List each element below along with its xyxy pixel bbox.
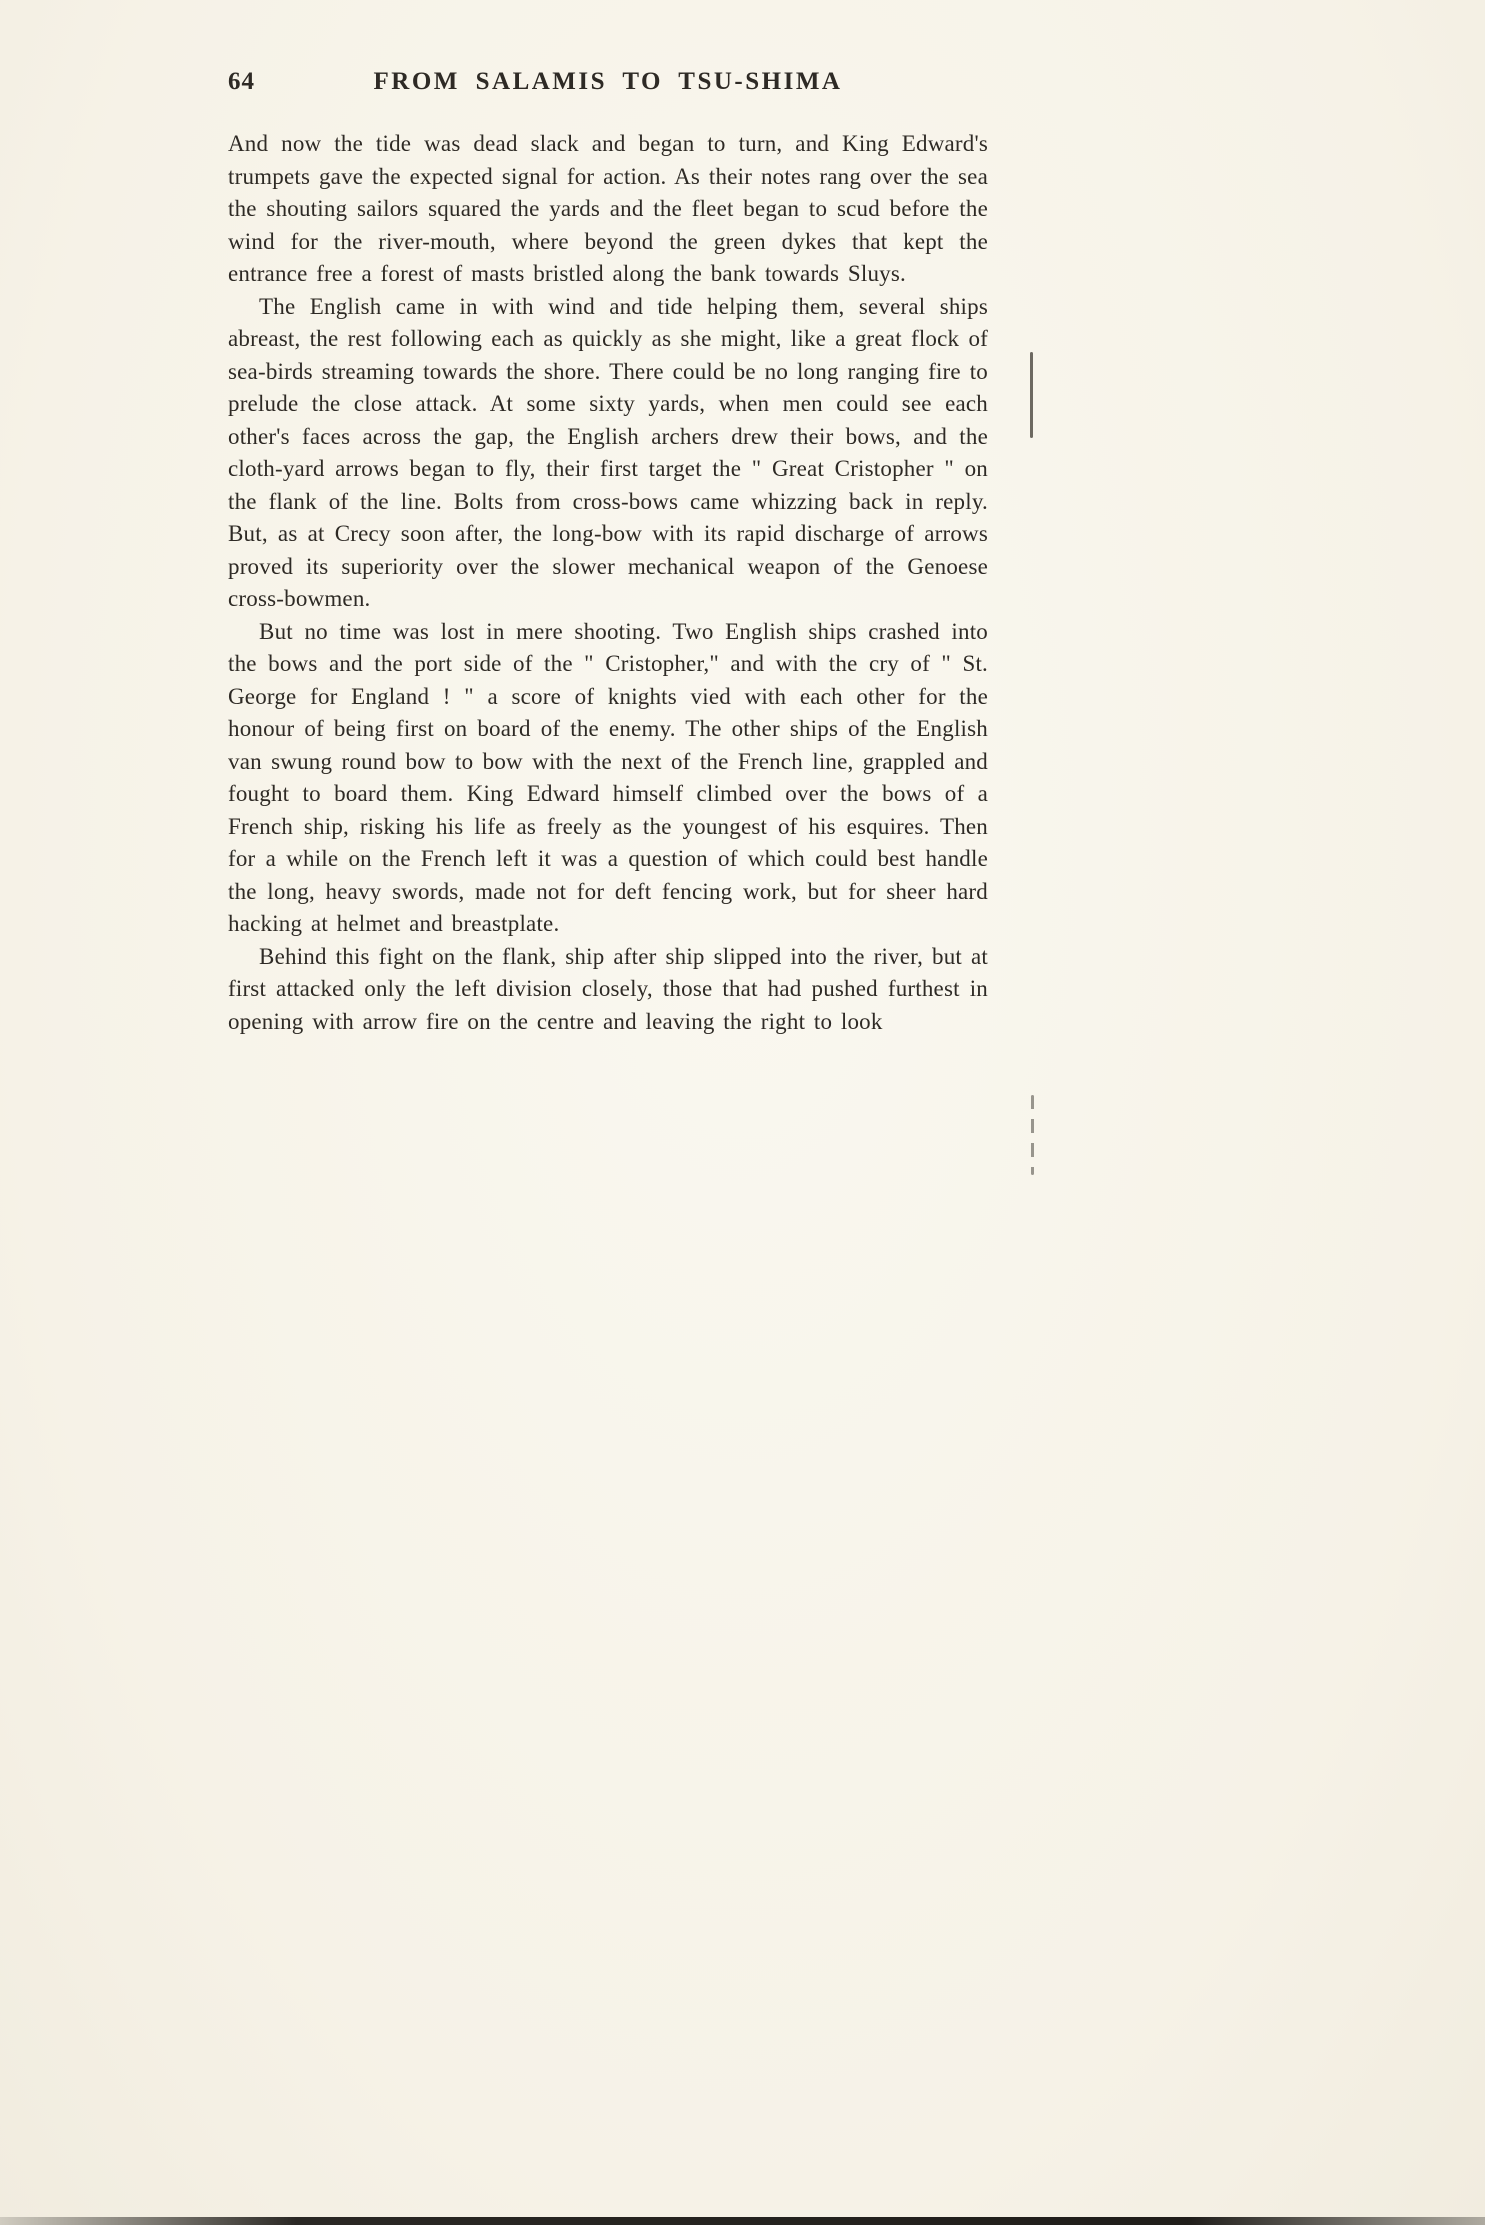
paragraph: The English came in with wind and tide helping them, several ships abreast, the rest following each as quickly as she might, like a great flock of sea-birds streaming towards the shore. There could be no long ranging fire to prelude the close attack. At some sixty yards, when men could see each other's faces across the gap, the English archers drew their bows, and the cloth-yard arrows began to fly, their first target the " Great Cristopher " on the flank of the line. Bolts from cross-bows came whizzing back in reply. But, as at Crecy soon after, the long-bow with its rapid discharge of arrows proved its superiority over the slower mechanical weapon of the Genoese cross-bowmen. — [228, 293, 988, 611]
page-number: 64 — [228, 68, 255, 95]
paragraph: And now the tide was dead slack and began to turn, and King Edward's trumpets gave the expected signal for action. As their notes rang over the sea the shouting sailors squared the yards and the fleet began to scud before the wind for the river-mouth, where beyond the green dykes that kept the entrance free a forest of masts bristled along the bank towards Sluys. — [228, 131, 988, 286]
running-title: FROM SALAMIS TO TSU-SHIMA — [373, 68, 843, 95]
body-text — [228, 128, 988, 1038]
paragraph: Behind this fight on the flank, ship after ship slipped into the river, but at first attacked only the left division closely, those that had pushed furthest in opening with arrow fire on the centre and leaving the right to look — [228, 943, 988, 1034]
page-header — [228, 68, 988, 112]
paragraph: But no time was lost in mere shooting. Two English ships crashed into the bows and the port side of the " Cristopher," and with the cry of " St. George for England ! " a score of knights vied with each other for the honour of being first on board of the enemy. The other ships of the English van swung round bow to bow with the next of the French line, grappled and fought to board them. King Edward himself climbed over the bows of a French ship, risking his life as freely as the youngest of his esquires. Then for a while on the French left it was a question of which could best handle the long, heavy swords, made not for deft fencing work, but for sheer hard hacking at helmet and breastplate. — [228, 618, 988, 936]
scan-artifact-line — [1031, 1095, 1034, 1175]
scan-edge-shadow — [0, 2217, 1485, 2225]
scan-artifact-line — [1030, 352, 1033, 438]
text-block — [228, 68, 988, 1038]
